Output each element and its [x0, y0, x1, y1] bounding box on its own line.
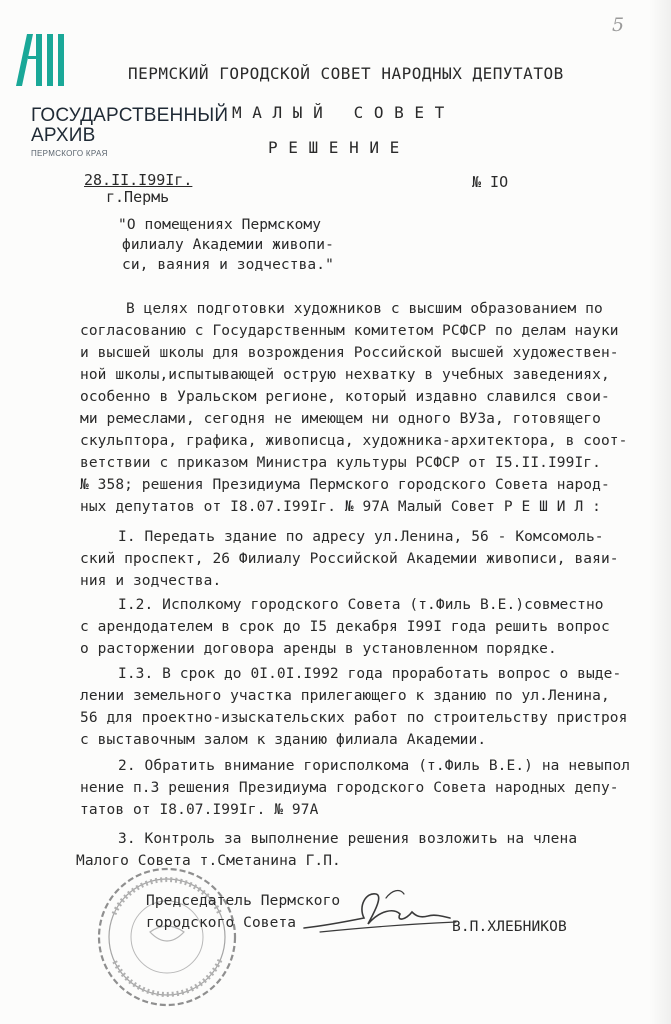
preamble-line: № 358; решения Президиума Пермского городского Совета народ- — [80, 477, 610, 493]
decision-date: 28.II.I99Iг. — [84, 171, 193, 189]
decision-1-2-line: с арендодателем в срок до I5 декабря I99I года решить вопрос — [80, 619, 610, 635]
preamble-line: согласованию с Государственным комитетом РСФСР по делам науки — [80, 323, 619, 339]
decision-1-3-line: I.3. В срок до 0I.0I.I992 года проработать вопрос о выде- — [118, 666, 622, 682]
archive-subtitle: ПЕРМСКОГО КРАЯ — [31, 149, 108, 158]
signatory-title-line-1: Председатель Пермского — [146, 893, 341, 909]
round-seal-stamp — [92, 862, 242, 1012]
preamble-line: ми ремеслами, сегодня не имеющем ни одного ВУЗа, готовящего — [80, 411, 601, 427]
archive-page-number: 5 — [612, 14, 625, 36]
decision-3-line: 3. Контроль за выполнение решения возложить на члена — [118, 831, 578, 847]
decision-1-2-line: I.2. Исполкому городского Совета (т.Филь В.Е.)совместно — [118, 597, 604, 613]
decision-1-3-line: 56 для проектно-изыскательских работ по строительству пристроя — [80, 710, 628, 726]
decision-1-line: ния и зодчества. — [80, 573, 222, 589]
archive-name — [31, 106, 228, 146]
council-title: ПЕРМСКИЙ ГОРОДСКОЙ СОВЕТ НАРОДНЫХ ДЕПУТАТОВ — [128, 64, 564, 83]
preamble-line: В целях подготовки художников с высшим образованием по — [126, 301, 603, 317]
subject-line: филиалу Академии живопи- — [122, 237, 334, 253]
archive-logo — [8, 22, 229, 158]
page-edge-shadow — [649, 0, 671, 1024]
body-title: М А Л Ы Й С О В Е Т — [232, 103, 445, 122]
document-type: Р Е Ш Е Н И Е — [268, 138, 400, 157]
decision-3-line: Малого Совета т.Сметанина Г.П. — [76, 853, 341, 869]
decision-1-line: ский проспект, 26 Филиалу Российской Академии живописи, ваяи- — [80, 551, 619, 567]
subject-line: си, ваяния и зодчества." — [122, 257, 334, 273]
handwritten-signature — [300, 876, 460, 946]
preamble-line: ветствии с приказом Министра культуры РСФСР от I5.II.I99Iг. — [80, 455, 601, 471]
decision-2-line: 2. Обратить внимание горисполкома (т.Филь В.Е.) на невыпол — [118, 758, 631, 774]
decision-2-line: нение п.3 решения Президиума городского Совета народных депу- — [80, 780, 619, 796]
preamble-line: ной школы,испытывающей острую нехватку в учебных заведениях, — [80, 367, 610, 383]
signatory-title-line-2: городского Совета — [146, 915, 297, 931]
archive-logo-icon — [14, 26, 78, 88]
preamble-line: ных депутатов от I8.07.I99Iг. № 97А Малый Совет Р Е Ш И Л : — [80, 499, 601, 515]
decision-1-3-line: с выставочным залом к зданию филиала Академии. — [80, 732, 487, 748]
decision-2-line: татов от I8.07.I99Iг. № 97А — [80, 802, 319, 818]
subject-line: "О помещениях Пермскому — [118, 217, 322, 233]
decision-number: № IO — [472, 173, 509, 191]
archive-name-line-2: АРХИВ — [31, 125, 96, 146]
decision-place: г.Пермь — [106, 188, 170, 206]
signatory-name: В.П.ХЛЕБНИКОВ — [452, 919, 567, 935]
preamble-line: особенно в Уральском регионе, который издавно славился свои- — [80, 389, 610, 405]
decision-1-line: I. Передать здание по адресу ул.Ленина, 56 - Комсомоль- — [118, 529, 604, 545]
preamble-line: и высшей школы для возрождения Российской высшей художествен- — [80, 345, 619, 361]
decision-1-2-line: о расторжении договора аренды в установленном порядке. — [80, 641, 557, 657]
preamble-line: скульптора, графика, живописца, художника-архитектора, в соот- — [80, 433, 628, 449]
decision-1-3-line: лении земельного участка прилегающего к зданию по ул.Ленина, — [80, 688, 610, 704]
archive-name-line-1: ГОСУДАРСТВЕННЫЙ — [31, 105, 229, 126]
